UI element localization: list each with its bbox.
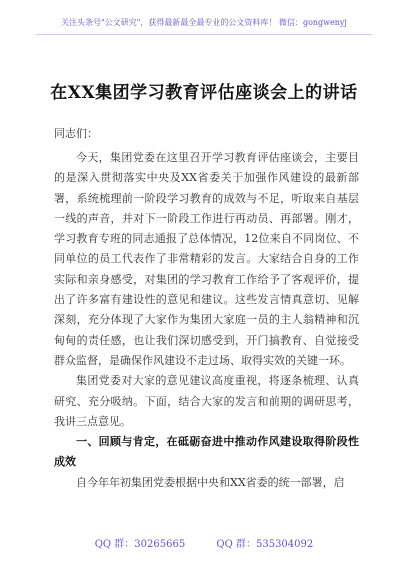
body-paragraph: 自今年年初集团党委根据中央和XX省委的统一部署，启	[76, 475, 345, 489]
section-heading: 一、回顾与肯定，在砥砺奋进中推动作风建设取得阶段性成效	[54, 435, 359, 469]
header-banner: 关注头条号"公文研究"，获得最新最全最专业的公文资料库！ 微信：gongwenyj	[36, 17, 372, 35]
body-paragraph: 今天，集团党委在这里召开学习教育评估座谈会，主要目的是深入贯彻落实中央及XX省委关于加强作风建设的最新部署，系统梳理前一阶段学习教育的成效与不足，听取来自基层一线的声音，并对下一阶段工作进行再动员、再部署。刚才，学习教育专班的同志通报了总体情况，12位来自不同岗位、不同单位的员工代表作了非常精彩的发言。大家结合自身的工作实际和亲身感受，对集团的学习教育工作给予了客观评价，提出了许多富有建设性的意见和建议。这些发言情真意切、见解深刻，充分体现了大家作为集团大家庭一员的主人翁精神和沉甸甸的责任感，也让我们深切感受到，开门搞教育、自觉接受群众监督，是确保作风建设不走过场、取得实效的关键一环。	[54, 151, 359, 367]
document-body	[54, 148, 359, 493]
salutation: 同志们：	[54, 127, 98, 140]
footer	[0, 535, 408, 550]
footer-qq-group-1: QQ 群：30265665	[94, 539, 186, 550]
body-paragraph: 集团党委对大家的意见建议高度重视，将逐条梳理、认真研究、充分吸纳。下面，结合大家的发言和前期的调研思考，我讲三点意见。	[54, 374, 359, 428]
footer-qq-group-2: QQ 群：535304092	[216, 539, 314, 550]
document-title: 在XX集团学习教育评估座谈会上的讲话	[50, 83, 358, 103]
